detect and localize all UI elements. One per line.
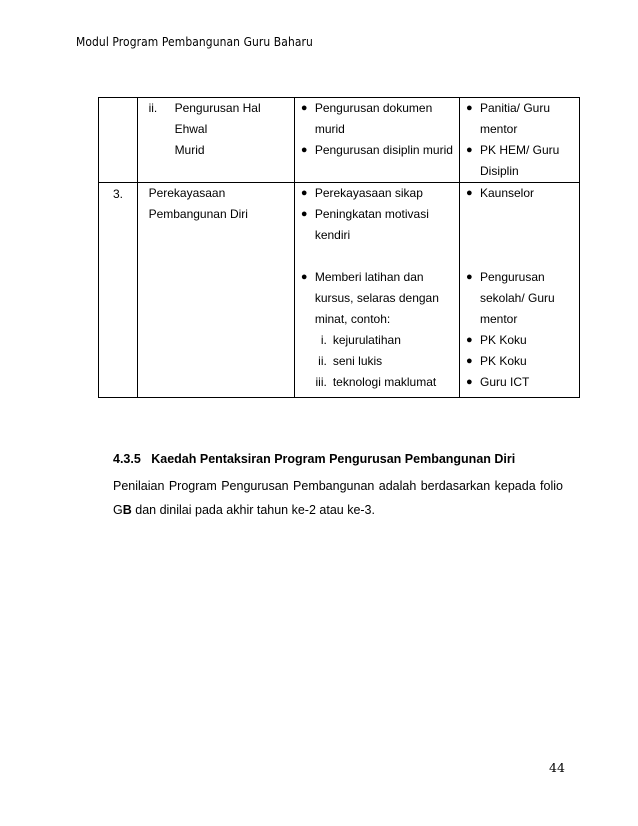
row-number-cell — [99, 98, 138, 183]
bullet-icon: ● — [300, 187, 308, 199]
bullet-icon: ● — [465, 144, 473, 156]
list-item: ● Kaunselor — [460, 183, 579, 204]
list-item: ● PK Koku — [460, 330, 579, 351]
area-line: Pengurusan Hal Ehwal — [174, 101, 261, 136]
list-item: ● Panitia/ Guru mentor — [460, 98, 579, 140]
list-item: ● Peningkatan motivasi kendiri — [295, 204, 459, 246]
bullet-icon: ● — [300, 208, 308, 220]
row-number: 3. — [113, 187, 124, 201]
example-list — [295, 330, 459, 393]
table-row — [99, 183, 580, 398]
responsible-cell — [459, 98, 579, 183]
responsible-cell — [459, 183, 579, 398]
bullet-icon: ● — [465, 102, 473, 114]
list-item: ● Pengurusan dokumen murid — [295, 98, 459, 140]
bullet-icon: ● — [465, 376, 473, 388]
body-paragraph — [113, 474, 563, 522]
area-line: Pembangunan Diri — [148, 207, 248, 221]
list-item: ● Memberi latihan dan kursus, selaras dengan minat, contoh: — [295, 267, 459, 330]
paragraph-line: GB dan dinilai pada akhir tahun ke-2 atau ke-3. — [113, 503, 375, 517]
area-cell — [137, 183, 294, 398]
list-item: i. kejurulatihan — [320, 333, 401, 347]
bullet-icon: ● — [465, 334, 473, 346]
page-number: 44 — [549, 760, 565, 775]
activities-cell — [294, 183, 459, 398]
list-item: ii. seni lukis — [318, 354, 383, 368]
list-item: ● PK Koku — [460, 351, 579, 372]
bullet-icon: ● — [300, 144, 308, 156]
area-line: Murid — [174, 143, 205, 157]
area-cell — [137, 98, 294, 183]
area-line: Perekayasaan — [148, 186, 226, 200]
list-item: ● Pengurusan disiplin murid — [295, 140, 459, 161]
bullet-icon: ● — [300, 271, 308, 283]
responsible-list — [460, 183, 579, 204]
area-roman: ii. — [148, 101, 158, 115]
list-item: iii. teknologi maklumat — [315, 375, 437, 389]
area-item — [138, 98, 294, 161]
program-table — [98, 97, 580, 398]
activity-list — [295, 98, 459, 161]
activity-list — [295, 183, 459, 246]
section-heading — [113, 452, 515, 466]
row-number — [99, 98, 137, 99]
row-number-cell — [99, 183, 138, 398]
activities-cell — [294, 98, 459, 183]
bullet-icon: ● — [300, 102, 308, 114]
running-header: Modul Program Pembangunan Guru Baharu — [76, 34, 313, 49]
bullet-icon: ● — [465, 271, 473, 283]
table-row — [99, 98, 580, 183]
area-label — [138, 183, 294, 225]
bullet-icon: ● — [465, 355, 473, 367]
bullet-icon: ● — [465, 187, 473, 199]
list-item: ● Guru ICT — [460, 372, 579, 393]
list-item: ● Pengurusan sekolah/ Guru mentor — [460, 267, 579, 330]
activity-list — [295, 267, 459, 330]
section-number: 4.3.5 — [113, 452, 141, 466]
list-item: ● PK HEM/ Guru Disiplin — [460, 140, 579, 182]
responsible-list — [460, 98, 579, 182]
paragraph-line: Penilaian Program Pengurusan Pembangunan adalah berdasarkan kepada folio — [113, 479, 563, 493]
responsible-list — [460, 267, 579, 393]
section-title: Kaedah Pentaksiran Program Pengurusan Pembangunan Diri — [151, 452, 516, 466]
area-label — [175, 98, 294, 161]
list-item: ● Perekayasaan sikap — [295, 183, 459, 204]
